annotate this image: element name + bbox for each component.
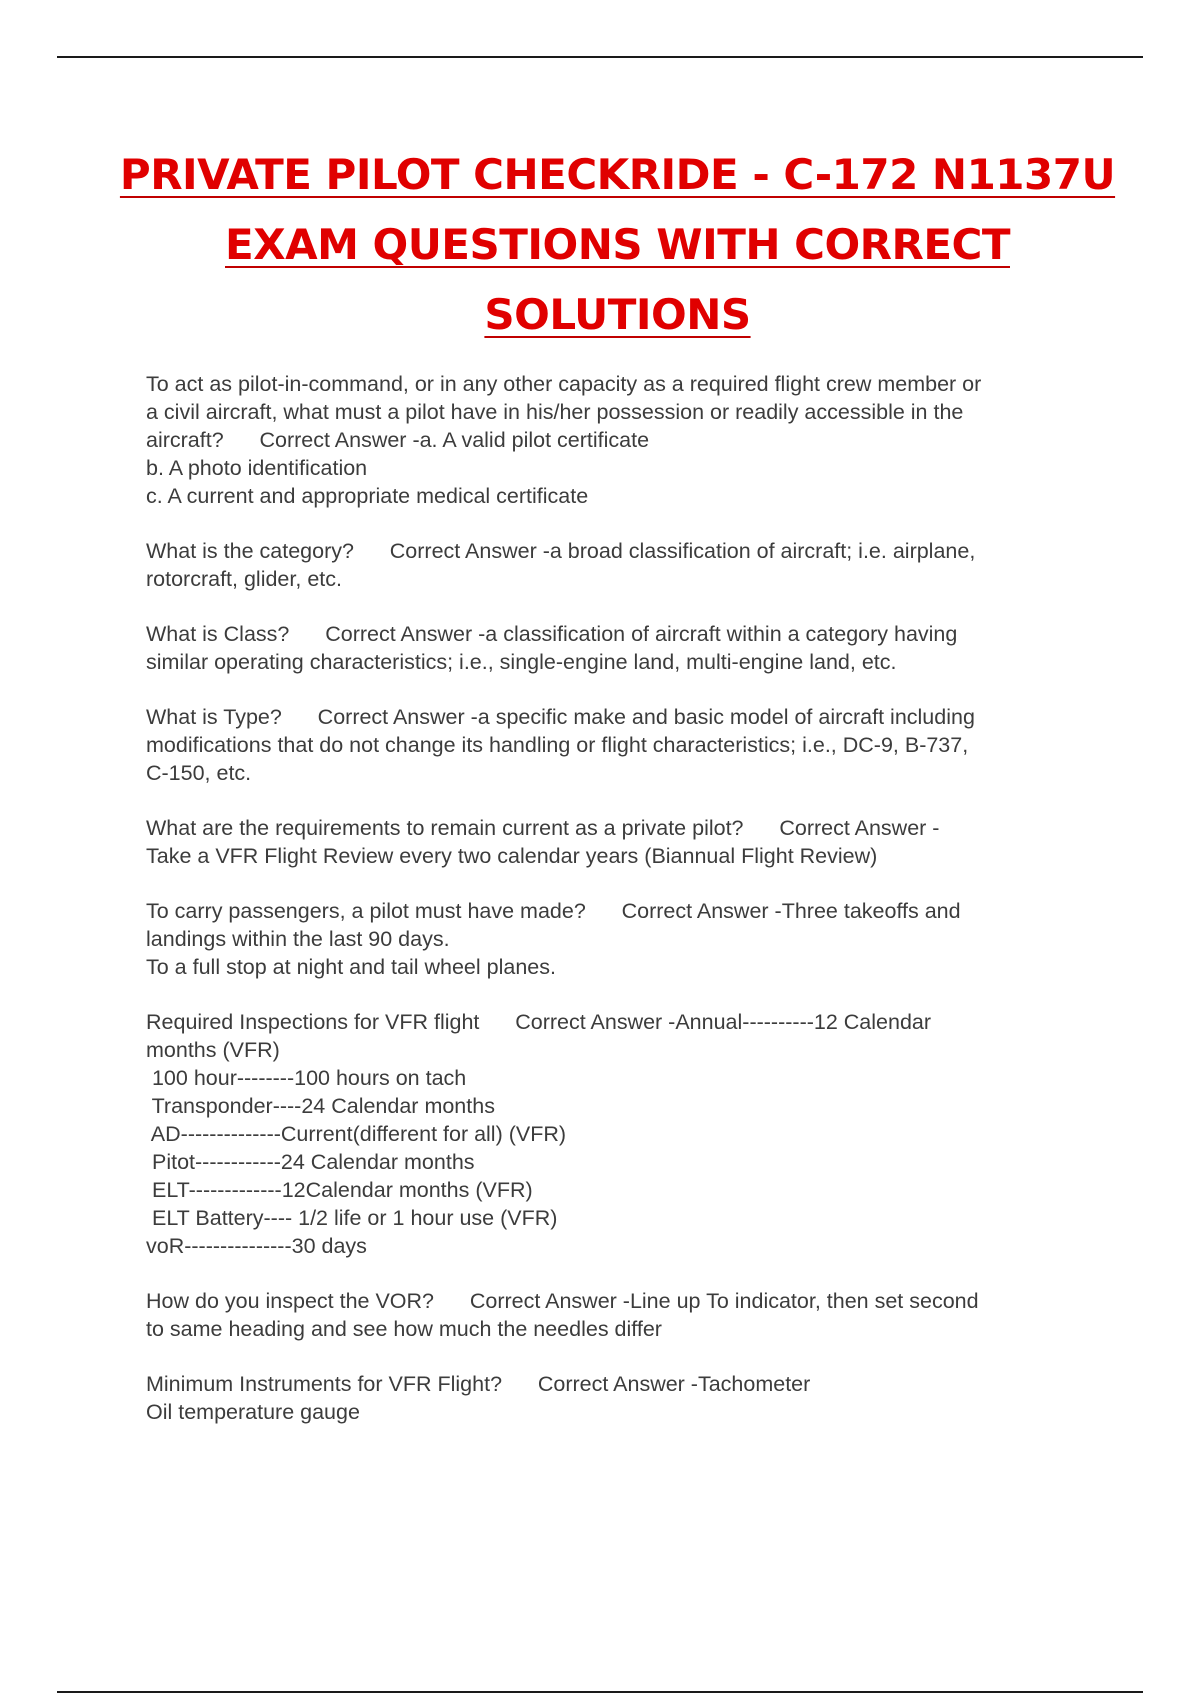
qa-line: To act as pilot-in-command, or in any other capacity as a required flight crew member or <box>146 372 982 396</box>
top-rule <box>57 56 1143 58</box>
qa-line: Take a VFR Flight Review every two calendar years (Biannual Flight Review) <box>146 844 878 868</box>
qa-line: Pitot------------24 Calendar months <box>146 1150 475 1174</box>
qa-line: Required Inspections for VFR flight Correct Answer -Annual----------12 Calendar <box>146 1010 932 1034</box>
qa-line: similar operating characteristics; i.e., single-engine land, multi-engine land, etc. <box>146 650 897 674</box>
document-title <box>100 140 1135 350</box>
qa-item <box>146 1008 1096 1260</box>
qa-line: Oil temperature gauge <box>146 1400 360 1424</box>
qa-line: Transponder----24 Calendar months <box>146 1094 495 1118</box>
qa-line: to same heading and see how much the needles differ <box>146 1317 662 1341</box>
qa-line: modifications that do not change its handling or flight characteristics; i.e., DC-9, B-737, <box>146 733 969 757</box>
qa-line: rotorcraft, glider, etc. <box>146 567 342 591</box>
qa-line: ELT Battery---- 1/2 life or 1 hour use (VFR) <box>146 1206 558 1230</box>
qa-line: a civil aircraft, what must a pilot have in his/her possession or readily accessible in the <box>146 400 964 424</box>
qa-item <box>146 814 1096 870</box>
qa-item <box>146 703 1096 787</box>
qa-list <box>146 370 1096 1453</box>
qa-line: How do you inspect the VOR? Correct Answer -Line up To indicator, then set second <box>146 1289 979 1313</box>
qa-item <box>146 1370 1096 1426</box>
qa-line: C-150, etc. <box>146 761 252 785</box>
qa-line: What is the category? Correct Answer -a broad classification of aircraft; i.e. airplane, <box>146 539 976 563</box>
qa-item <box>146 370 1096 510</box>
qa-line: b. A photo identification <box>146 456 368 480</box>
qa-line: What are the requirements to remain current as a private pilot? Correct Answer - <box>146 816 940 840</box>
qa-item <box>146 1287 1096 1343</box>
qa-line: Minimum Instruments for VFR Flight? Correct Answer -Tachometer <box>146 1372 811 1396</box>
qa-line: landings within the last 90 days. <box>146 927 450 951</box>
qa-item <box>146 537 1096 593</box>
qa-line: What is Class? Correct Answer -a classification of aircraft within a category having <box>146 622 958 646</box>
qa-line: To a full stop at night and tail wheel planes. <box>146 955 556 979</box>
qa-line: months (VFR) <box>146 1038 280 1062</box>
qa-line: What is Type? Correct Answer -a specific make and basic model of aircraft including <box>146 705 975 729</box>
title-line-2: EXAM QUESTIONS WITH CORRECT <box>225 220 1010 269</box>
bottom-rule <box>57 1691 1143 1693</box>
qa-line: AD--------------Current(different for all) (VFR) <box>146 1122 567 1146</box>
qa-line: ELT-------------12Calendar months (VFR) <box>146 1178 533 1202</box>
title-line-3: SOLUTIONS <box>484 290 751 339</box>
qa-item <box>146 620 1096 676</box>
qa-line: voR---------------30 days <box>146 1234 367 1258</box>
title-line-1: PRIVATE PILOT CHECKRIDE - C-172 N1137U <box>119 150 1116 199</box>
qa-line: c. A current and appropriate medical certificate <box>146 484 589 508</box>
qa-line: To carry passengers, a pilot must have made? Correct Answer -Three takeoffs and <box>146 899 961 923</box>
qa-item <box>146 897 1096 981</box>
qa-line: aircraft? Correct Answer -a. A valid pilot certificate <box>146 428 650 452</box>
qa-line: 100 hour--------100 hours on tach <box>146 1066 467 1090</box>
